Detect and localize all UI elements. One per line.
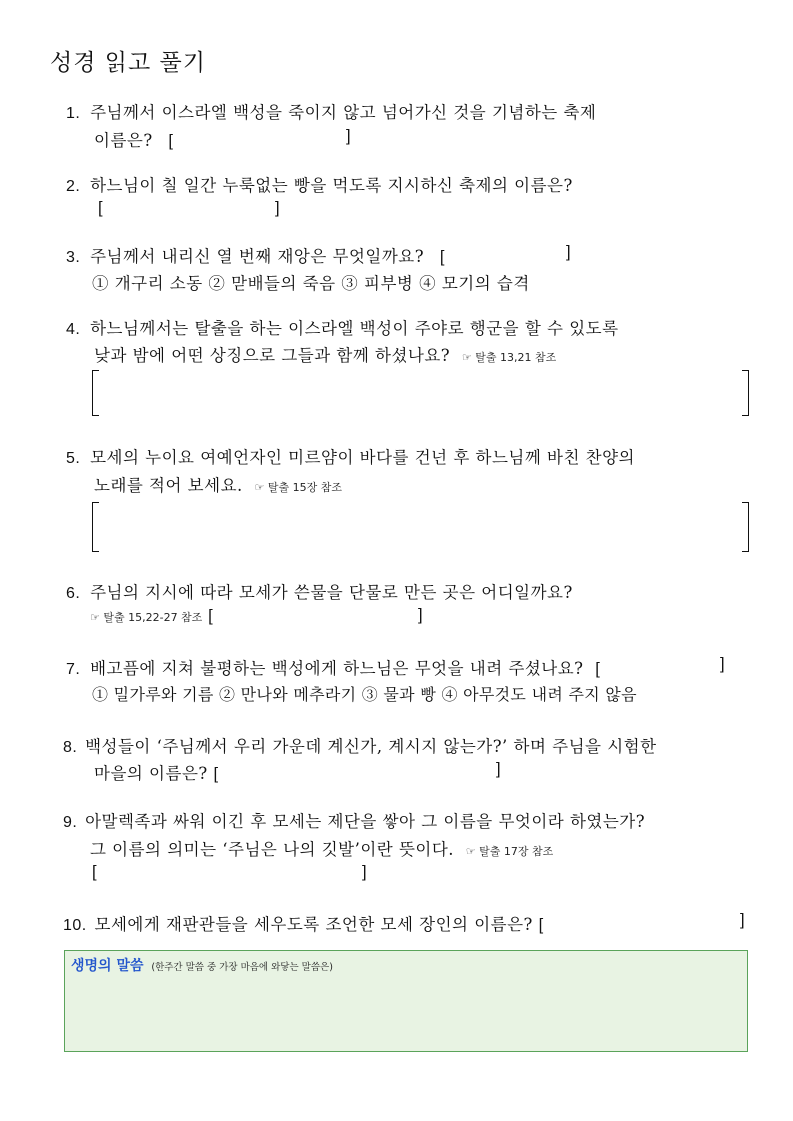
answer-3-close: ] [566,243,572,261]
question-5-reference: ☞ 탈출 15장 참조 [254,481,342,494]
question-4-number: 4. [66,321,81,338]
question-1-number: 1. [66,105,81,122]
answer-10-close: ] [740,911,746,929]
question-2-line1 [66,172,573,196]
question-4-text: 하느님께서는 탈출을 하는 이스라엘 백성이 주야로 행군을 할 수 있도록 [90,319,619,338]
answer-9-close: ] [362,863,368,881]
answer-5-close-bracket [742,502,749,552]
question-2-number: 2. [66,178,81,195]
question-7-number: 7. [66,661,81,678]
question-10-text: 모세에게 재판관들을 세우도록 조언한 모세 장인의 이름은? [94,915,533,934]
answer-5-field[interactable] [100,504,740,548]
question-2-text: 하느님이 칠 일간 누룩없는 빵을 먹도록 지시하신 축제의 이름은? [90,176,573,195]
answer-6-close: ] [418,606,424,624]
question-6-line2 [90,606,213,626]
answer-10-open: [ [538,916,544,934]
question-1-line1 [66,99,596,123]
answer-1-open: [ [168,132,174,150]
question-7-line1 [66,655,600,679]
answer-4-field[interactable] [100,372,740,412]
answer-7-close: ] [720,655,726,673]
question-3-number: 3. [66,249,81,266]
question-1-text: 주님께서 이스라엘 백성을 죽이지 않고 넘어가신 것을 기념하는 축제 [90,103,597,122]
question-3-options: ① 개구리 소동 ② 맏배들의 죽음 ③ 피부병 ④ 모기의 습격 [92,274,530,293]
answer-1-close: ] [346,127,352,145]
answer-4-open-bracket [92,370,99,416]
answer-9-open: [ [92,863,98,881]
question-6-number: 6. [66,585,81,602]
answer-9-field[interactable] [102,863,356,883]
page-title: 성경 읽고 풀기 [50,50,206,76]
answer-1-field[interactable] [190,127,340,147]
question-7-options: ① 밀가루와 기름 ② 만나와 메추라기 ③ 물과 빵 ④ 아무것도 내려 주지 않음 [92,685,637,704]
answer-2-field[interactable] [108,199,268,219]
question-9-text: 아말렉족과 싸워 이긴 후 모세는 제단을 쌓아 그 이름을 무엇이라 하였는가? [85,812,646,831]
question-8-text: 백성들이 ‘주님께서 우리 가운데 계신가, 계시지 않는가?’ 하며 주님을 시험한 [85,737,657,756]
question-6-reference: ☞ 탈출 15,22-27 참조 [90,611,203,624]
answer-4-close-bracket [742,370,749,416]
question-4-line2 [94,342,556,366]
word-of-life-subtitle: (한주간 말씀 중 가장 마음에 와닿는 말씀은) [151,962,333,973]
word-of-life-box[interactable] [64,950,748,1052]
answer-10-field[interactable] [610,911,734,931]
answer-7-field[interactable] [672,655,716,675]
answer-2-open: [ [98,199,104,217]
question-9-text2: 그 이름의 의미는 ‘주님은 나의 깃발’이란 뜻이다. [90,840,455,859]
question-9-line2 [90,836,553,860]
answer-3-open: [ [439,248,445,266]
question-1-text2: 이름은? [94,131,153,150]
question-6-text: 주님의 지시에 따라 모세가 쓴물을 단물로 만든 곳은 어디일까요? [90,583,573,602]
question-4-text2: 낮과 밤에 어떤 상징으로 그들과 함께 하셨나요? [94,346,451,365]
question-5-line2 [94,472,342,496]
question-3-line1 [66,243,445,267]
question-9-line1 [63,808,645,832]
question-1-line2 [94,127,174,151]
answer-8-open: [ [213,765,219,783]
question-5-text2: 노래를 적어 보세요. [94,476,243,495]
answer-6-field[interactable] [250,606,410,626]
question-5-line1 [66,444,635,468]
question-8-text2: 마을의 이름은? [94,764,208,783]
answer-3-field[interactable] [500,243,560,263]
word-of-life-title-text: 생명의 말씀 [71,958,144,974]
question-4-reference: ☞ 탈출 13,21 참조 [461,351,557,364]
question-9-reference: ☞ 탈출 17장 참조 [465,845,554,858]
answer-2-close: ] [275,199,281,217]
question-10-number: 10. [63,917,87,934]
question-9-number: 9. [63,814,78,831]
word-of-life-title [71,955,333,975]
answer-8-close: ] [496,760,502,778]
question-8-number: 8. [63,739,78,756]
question-10-line1 [63,911,544,935]
answer-8-field[interactable] [240,760,490,780]
question-3-text: 주님께서 내리신 열 번째 재앙은 무엇일까요? [90,247,425,266]
question-4-line1 [66,315,619,339]
answer-6-open: [ [208,607,214,625]
question-6-line1 [66,579,573,603]
question-8-line1 [63,733,657,757]
question-5-text: 모세의 누이요 여예언자인 미르얌이 바다를 건넌 후 하느님께 바친 찬양의 [90,448,635,467]
question-5-number: 5. [66,450,81,467]
answer-7-open: [ [595,660,601,678]
answer-5-open-bracket [92,502,99,552]
question-8-line2 [94,760,219,784]
question-7-text: 배고픔에 지쳐 불평하는 백성에게 하느님은 무엇을 내려 주셨나요? [90,659,584,678]
